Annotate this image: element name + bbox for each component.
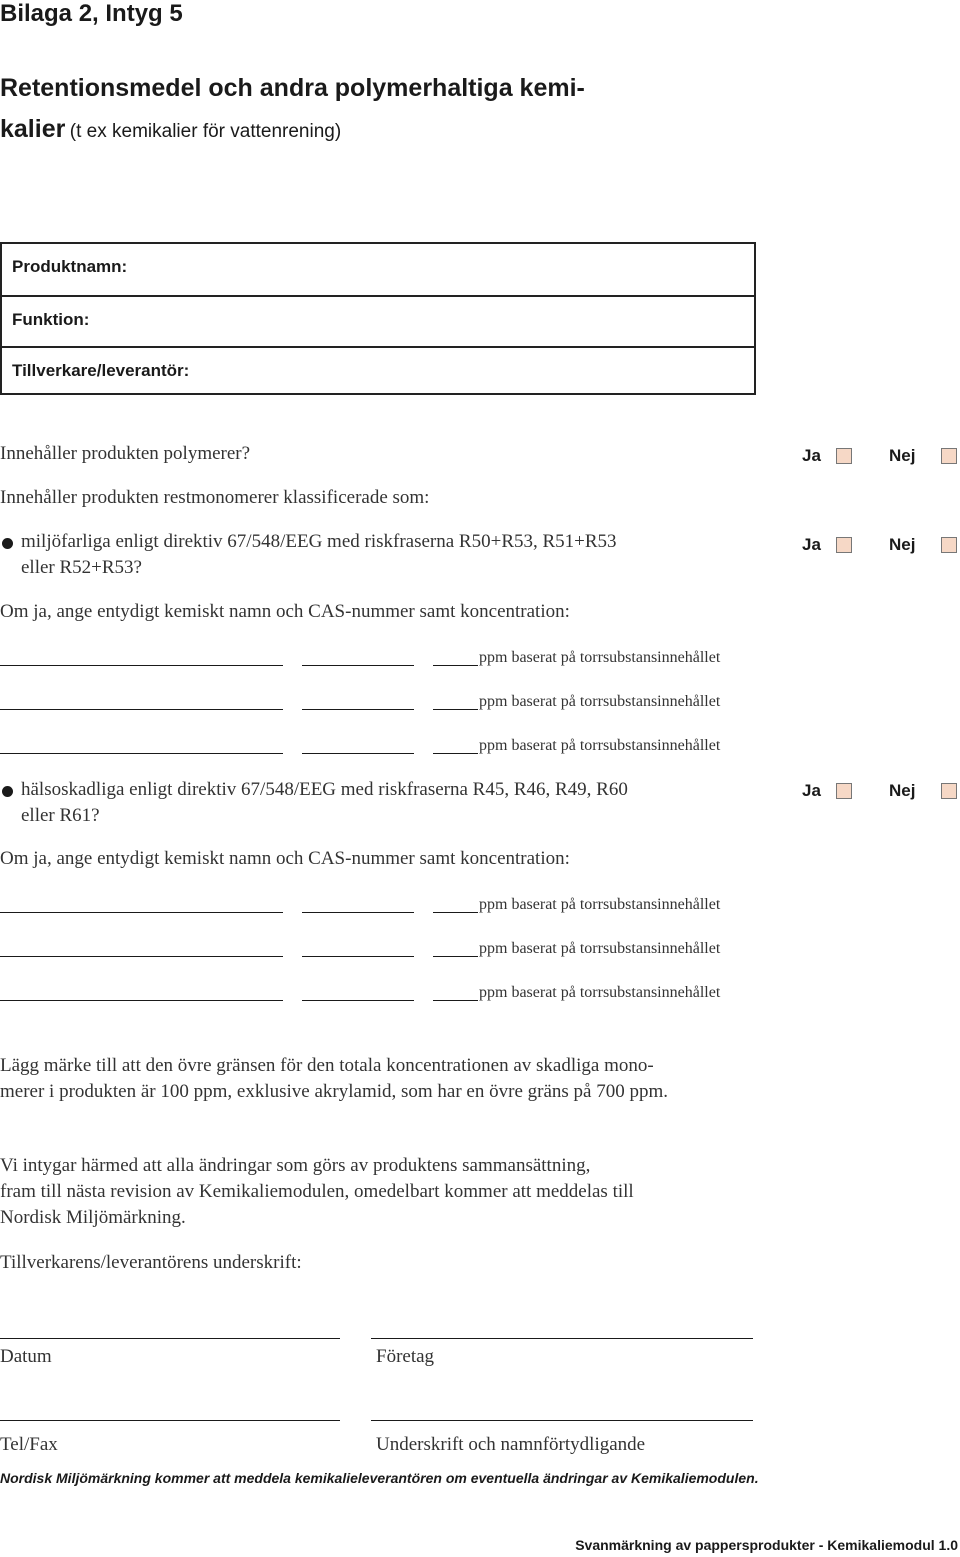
signature-label: Underskrift och namnförtydligande: [376, 1434, 646, 1455]
product-name-row[interactable]: [2, 244, 754, 295]
ppm-suffix: ppm baserat på torrsubstansinnehållet: [479, 649, 721, 666]
cas-number-field[interactable]: [302, 1000, 414, 1001]
function-label: Funktion:: [12, 310, 90, 329]
bullet-icon: [2, 786, 13, 797]
chemical-name-field[interactable]: [0, 1000, 283, 1001]
ppm-suffix: ppm baserat på torrsubstansinnehållet: [479, 737, 721, 754]
page-subtitle: (t ex kemikalier för vattenrening): [69, 121, 342, 142]
q2b-yes-checkbox[interactable]: [836, 783, 852, 799]
q2a-yes-label: Ja: [802, 535, 821, 554]
question-polymers: Innehåller produkten polymerer?: [0, 443, 251, 464]
certification-line3: Nordisk Miljömärkning.: [0, 1207, 186, 1228]
ppm-suffix: ppm baserat på torrsubstansinnehållet: [479, 693, 721, 710]
signature-heading: Tillverkarens/leverantörens underskrift:: [0, 1252, 302, 1273]
concentration-field[interactable]: [433, 709, 478, 710]
question-environmental-line2: eller R52+R53?: [21, 557, 142, 578]
q1-no-label: Nej: [889, 446, 916, 465]
q2b-yes-label: Ja: [802, 781, 821, 800]
q2b-no-checkbox[interactable]: [941, 783, 957, 799]
ppm-suffix: ppm baserat på torrsubstansinnehållet: [479, 984, 721, 1001]
certification-line2: fram till nästa revision av Kemikaliemodulen, omedelbart kommer att meddelas till: [0, 1181, 634, 1202]
page-footer: Svanmärkning av pappersprodukter - Kemikaliemodul 1.0: [575, 1537, 958, 1553]
question-health-line1: hälsoskadliga enligt direktiv 67/548/EEG med riskfraserna R45, R46, R49, R60: [21, 779, 628, 800]
q2a-yes-checkbox[interactable]: [836, 537, 852, 553]
page-title-line2: [0, 115, 341, 144]
page-title-word: kalier: [0, 115, 66, 143]
q2a-no-label: Nej: [889, 535, 916, 554]
product-name-label: Produktnamn:: [12, 257, 128, 276]
product-info-box: [0, 242, 756, 395]
function-row[interactable]: [2, 295, 754, 346]
attachment-heading: Bilaga 2, Intyg 5: [0, 0, 183, 27]
chemical-name-field[interactable]: [0, 709, 283, 710]
cas-number-field[interactable]: [302, 665, 414, 666]
question-health-line2: eller R61?: [21, 805, 100, 826]
q1-yes-label: Ja: [802, 446, 821, 465]
signature-field[interactable]: [371, 1420, 753, 1421]
q2a-no-checkbox[interactable]: [941, 537, 957, 553]
manufacturer-label: Tillverkare/leverantör:: [12, 361, 190, 380]
q1-yes-checkbox[interactable]: [836, 448, 852, 464]
cas-instruction-2: Om ja, ange entydigt kemiskt namn och CAS-nummer samt koncentration:: [0, 848, 570, 869]
concentration-field[interactable]: [433, 753, 478, 754]
cas-number-field[interactable]: [302, 753, 414, 754]
question-environmental-line1: miljöfarliga enligt direktiv 67/548/EEG med riskfraserna R50+R53, R51+R53: [21, 531, 617, 552]
phone-fax-field[interactable]: [0, 1420, 340, 1421]
note-line1: Lägg märke till att den övre gränsen för den totala koncentrationen av skadliga mono-: [0, 1055, 654, 1076]
ppm-suffix: ppm baserat på torrsubstansinnehållet: [479, 896, 721, 913]
manufacturer-row[interactable]: [2, 346, 754, 395]
footnote: Nordisk Miljömärkning kommer att meddela kemikalieleverantören om eventuella ändringar av Kemikaliemodulen.: [0, 1470, 759, 1486]
chemical-name-field[interactable]: [0, 956, 283, 957]
note-line2: merer i produkten är 100 ppm, exklusive akrylamid, som har en övre gräns på 700 ppm.: [0, 1081, 668, 1102]
cas-number-field[interactable]: [302, 912, 414, 913]
chemical-name-field[interactable]: [0, 753, 283, 754]
phone-fax-label: Tel/Fax: [0, 1434, 58, 1455]
chemical-name-field[interactable]: [0, 665, 283, 666]
concentration-field[interactable]: [433, 956, 478, 957]
concentration-field[interactable]: [433, 1000, 478, 1001]
company-label: Företag: [376, 1346, 435, 1367]
cas-instruction-1: Om ja, ange entydigt kemiskt namn och CAS-nummer samt koncentration:: [0, 601, 570, 622]
certification-line1: Vi intygar härmed att alla ändringar som görs av produktens sammansättning,: [0, 1155, 591, 1176]
company-field[interactable]: [371, 1338, 753, 1339]
page-title-line1: Retentionsmedel och andra polymerhaltiga kemi-: [0, 74, 585, 102]
concentration-field[interactable]: [433, 912, 478, 913]
bullet-icon: [2, 538, 13, 549]
q1-no-checkbox[interactable]: [941, 448, 957, 464]
question-monomers-intro: Innehåller produkten restmonomerer klassificerade som:: [0, 487, 430, 508]
cas-number-field[interactable]: [302, 956, 414, 957]
date-field[interactable]: [0, 1338, 340, 1339]
cas-number-field[interactable]: [302, 709, 414, 710]
ppm-suffix: ppm baserat på torrsubstansinnehållet: [479, 940, 721, 957]
q2b-no-label: Nej: [889, 781, 916, 800]
concentration-field[interactable]: [433, 665, 478, 666]
date-label: Datum: [0, 1346, 52, 1367]
chemical-name-field[interactable]: [0, 912, 283, 913]
